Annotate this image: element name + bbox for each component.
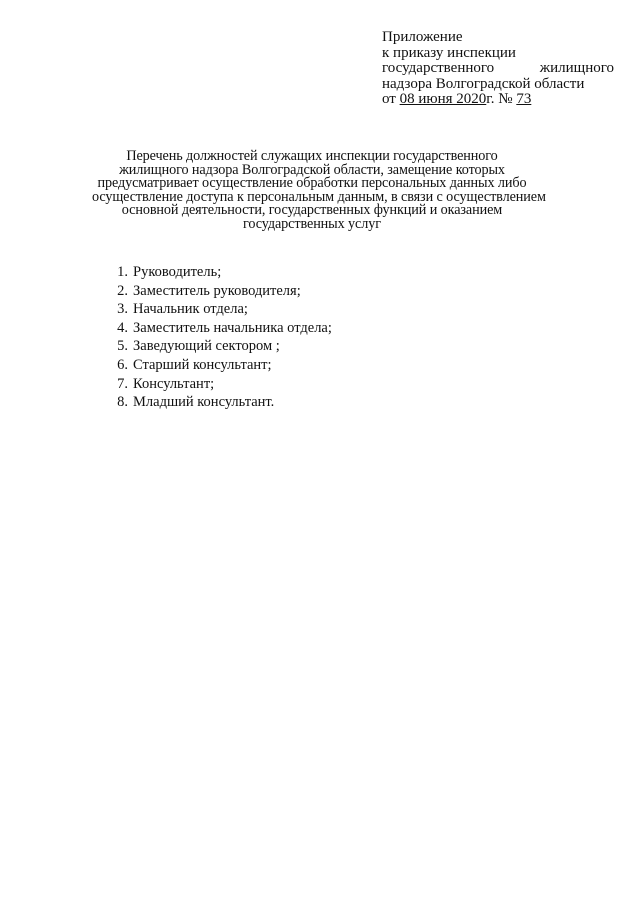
appendix-date-line bbox=[382, 92, 614, 108]
list-item bbox=[104, 282, 332, 301]
title-line: основной деятельности, государственных функций и оказанием bbox=[121, 202, 503, 219]
list-item-text: Начальник отдела; bbox=[133, 301, 248, 318]
appendix-authority-right: жилищного bbox=[539, 60, 614, 76]
list-item bbox=[104, 393, 332, 412]
list-item-text: Младший консультант. bbox=[133, 394, 275, 411]
list-item-number: 2. bbox=[117, 282, 128, 299]
list-item-number: 3. bbox=[117, 301, 128, 318]
title-line: предусматривает осуществление обработки персональных данных либо bbox=[97, 175, 527, 192]
list-item bbox=[104, 263, 332, 282]
list-item bbox=[104, 300, 332, 319]
list-item-number: 6. bbox=[117, 356, 128, 373]
appendix-date: 08 июня 2020 bbox=[399, 91, 487, 107]
appendix-date-prefix: от bbox=[382, 91, 400, 107]
title-line: Перечень должностей служащих инспекции государственного bbox=[126, 148, 498, 164]
title-line: осуществление доступа к персональным данным, в связи с осуществлением bbox=[92, 188, 546, 205]
document-title bbox=[92, 148, 546, 232]
list-item bbox=[104, 319, 332, 338]
appendix-date-suffix: г. № bbox=[486, 91, 517, 107]
list-item-text: Заместитель начальника отдела; bbox=[133, 319, 332, 336]
appendix-block bbox=[382, 30, 614, 108]
positions-list bbox=[104, 263, 332, 412]
appendix-authority-region: надзора Волгоградской области bbox=[382, 75, 585, 92]
list-item-text: Старший консультант; bbox=[133, 356, 272, 373]
appendix-authority-line bbox=[382, 61, 614, 77]
appendix-heading: Приложение bbox=[382, 29, 463, 45]
list-item bbox=[104, 356, 332, 375]
list-item-text: Заведующий сектором ; bbox=[133, 338, 280, 355]
appendix-order-number: 73 bbox=[516, 91, 532, 107]
appendix-order-ref: к приказу инспекции bbox=[382, 44, 516, 61]
list-item-number: 7. bbox=[117, 375, 128, 392]
list-item-number: 4. bbox=[117, 319, 128, 336]
appendix-authority-left: государственного bbox=[382, 60, 495, 76]
list-item-number: 8. bbox=[117, 394, 128, 411]
title-line: жилищного надзора Волгоградской области, замещение которых bbox=[119, 161, 505, 178]
list-item-text: Руководитель; bbox=[133, 264, 222, 280]
list-item-text: Консультант; bbox=[133, 375, 215, 392]
list-item bbox=[104, 337, 332, 356]
list-item-text: Заместитель руководителя; bbox=[133, 282, 301, 299]
title-line: государственных услуг bbox=[243, 215, 381, 232]
list-item-number: 5. bbox=[117, 338, 128, 355]
list-item bbox=[104, 375, 332, 394]
list-item-number: 1. bbox=[117, 264, 128, 280]
